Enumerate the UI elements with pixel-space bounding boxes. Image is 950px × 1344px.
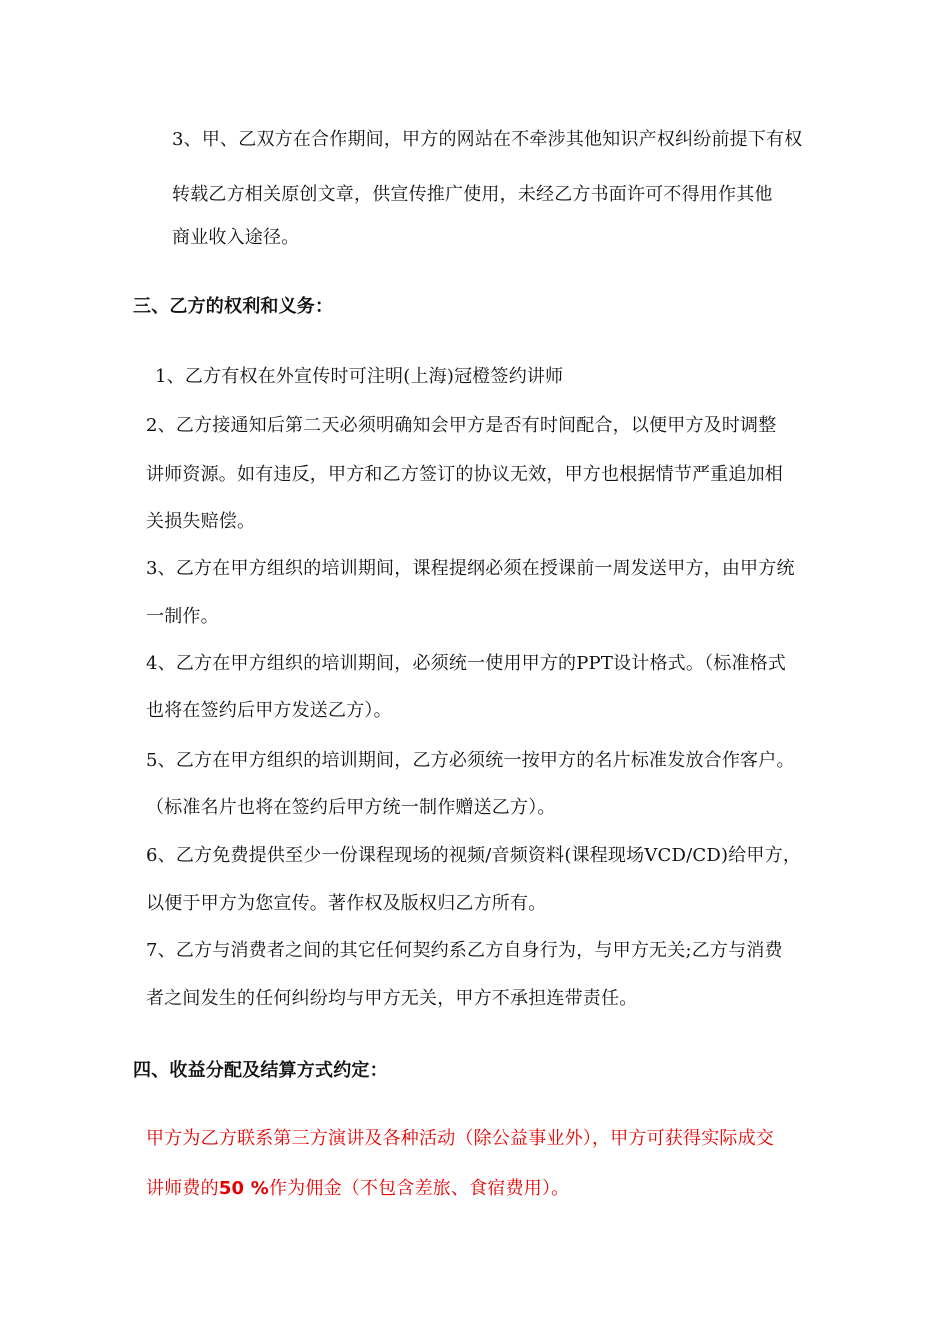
section3-line: （标准名片也将在签约后甲方统一制作赠送乙方）。 xyxy=(146,797,556,818)
section4-red-prefix: 讲师费的 xyxy=(146,1178,219,1199)
section3-line: 6、乙方免费提供至少一份课程现场的视频/音频资料(课程现场VCD/CD)给甲方， xyxy=(146,845,802,866)
section3-line: 讲师资源。如有违反，甲方和乙方签订的协议无效，甲方也根据情节严重追加相 xyxy=(146,464,783,485)
section4-red-line1: 甲方为乙方联系第三方演讲及各种活动（除公益事业外），甲方可获得实际成交 xyxy=(146,1128,774,1149)
section3-line: 一制作。 xyxy=(146,606,219,627)
section2-item3-line3: 商业收入途径。 xyxy=(172,227,300,248)
section3-line: 关损失赔偿。 xyxy=(146,511,256,532)
section3-line: 以便于甲方为您宣传。著作权及版权归乙方所有。 xyxy=(146,893,547,914)
section3-line: 3、乙方在甲方组织的培训期间，课程提纲必须在授课前一周发送甲方，由甲方统 xyxy=(146,558,795,579)
section3-line: 7、乙方与消费者之间的其它任何契约系乙方自身行为，与甲方无关;乙方与消费 xyxy=(146,940,783,961)
section3-heading: 三、乙方的权利和义务： xyxy=(133,296,334,317)
section3-line: 者之间发生的任何纠纷均与甲方无关，甲方不承担连带责任。 xyxy=(146,988,638,1009)
section3-line: 1、乙方有权在外宣传时可注明(上海)冠橙签约讲师 xyxy=(155,366,564,387)
section3-line: 4、乙方在甲方组织的培训期间，必须统一使用甲方的PPT设计格式。（标准格式 xyxy=(146,653,787,674)
commission-percent: 50 % xyxy=(218,1178,269,1199)
section2-item3-line1: 3、甲、乙双方在合作期间，甲方的网站在不牵涉其他知识产权纠纷前提下有权 xyxy=(172,129,803,150)
section3-line: 2、乙方接通知后第二天必须明确知会甲方是否有时间配合，以便甲方及时调整 xyxy=(146,415,777,436)
section4-red-line2 xyxy=(146,1176,569,1202)
section2-item3-line2: 转载乙方相关原创文章，供宣传推广使用，未经乙方书面许可不得用作其他 xyxy=(172,184,773,205)
section3-line: 5、乙方在甲方组织的培训期间，乙方必须统一按甲方的名片标准发放合作客户。 xyxy=(146,750,795,771)
section4-heading: 四、收益分配及结算方式约定： xyxy=(133,1060,388,1081)
section4-red-suffix: 作为佣金（不包含差旅、食宿费用）。 xyxy=(268,1178,570,1199)
section3-line: 也将在签约后甲方发送乙方）。 xyxy=(146,700,392,721)
